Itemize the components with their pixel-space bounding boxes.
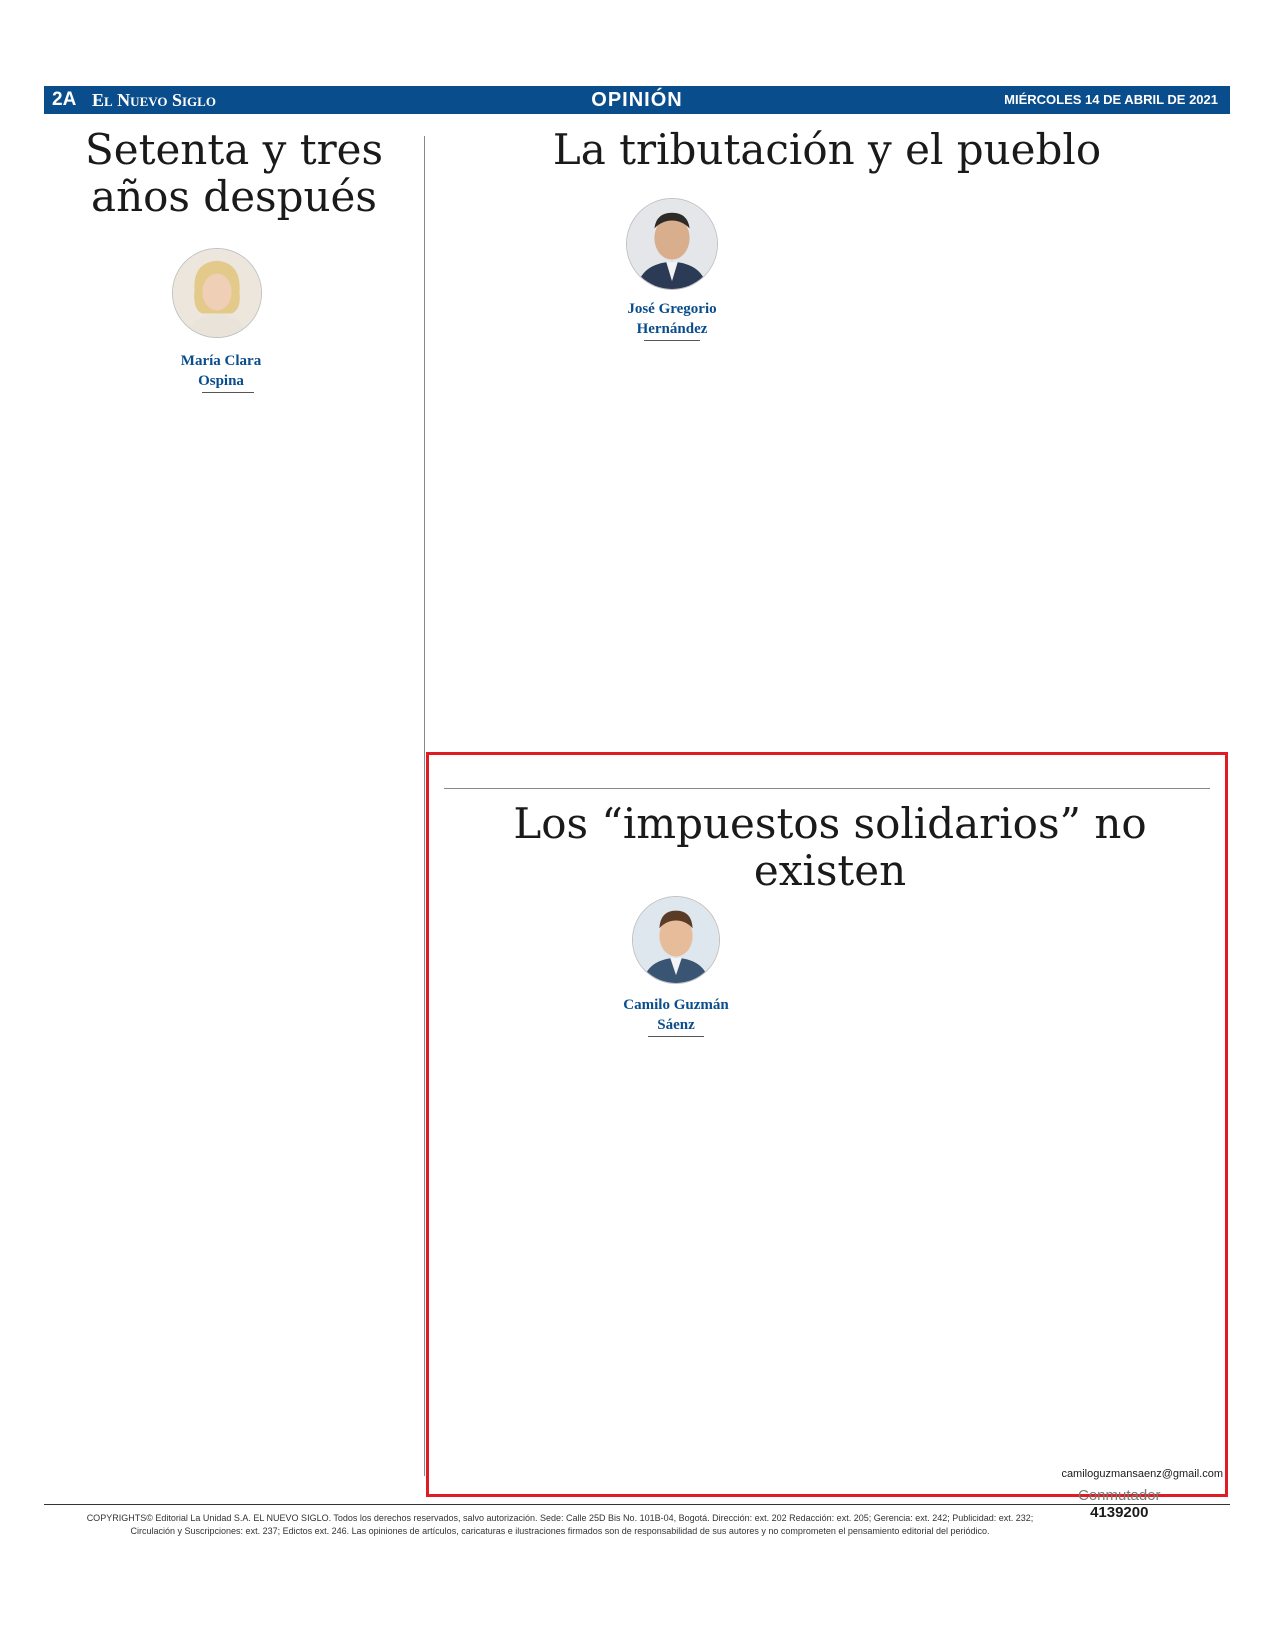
switchboard-number: 4139200 <box>1090 1503 1149 1521</box>
portrait-photo-icon <box>627 199 717 289</box>
switchboard-box <box>1078 1488 1161 1521</box>
author-underline <box>202 392 254 393</box>
footer-divider <box>44 1504 1230 1505</box>
page-number: 2A <box>52 89 77 110</box>
article-headline: Setenta y tres años después <box>84 125 384 222</box>
page-header-bar <box>44 86 1230 114</box>
article-headline: La tributación y el pueblo <box>552 125 1102 174</box>
copyright-line: COPYRIGHTS© Editorial La Unidad S.A. EL NUEVO SIGLO. Todos los derechos reservados, salvo autorización. Sede: Calle 25D Bis No. 101B-04, Bogotá. Dirección: ext. 202 Redacción: ext. 205; Gerencia: ext. 242; Publicidad: ext. 232; <box>86 1513 1034 1523</box>
author-name: Camilo Guzmán Sáenz <box>623 997 729 1033</box>
author-photo-guzman <box>632 896 720 984</box>
issue-date: MIÉRCOLES 14 DE ABRIL DE 2021 <box>1004 92 1218 107</box>
author-name: José Gregorio Hernández <box>627 301 717 337</box>
author-underline <box>648 1036 704 1037</box>
author-underline <box>644 340 700 341</box>
author-email[interactable]: camiloguzmansaenz@gmail.com <box>1061 1468 1223 1480</box>
author-name: María Clara Ospina <box>180 353 262 389</box>
article-headline: Los “impuestos solidarios” no existen <box>513 799 1147 896</box>
section-title: OPINIÓN <box>591 89 683 111</box>
portrait-photo-icon <box>633 897 719 983</box>
masthead: El Nuevo Siglo <box>92 90 216 110</box>
author-photo-hernandez <box>626 198 718 290</box>
switchboard-label: Conmutador <box>1078 1487 1161 1504</box>
portrait-photo-icon <box>173 249 261 337</box>
copyright-line: Circulación y Suscripciones: ext. 237; Edictos ext. 246. Las opiniones de artículos, caricaturas e ilustraciones firmados son de responsabilidad de sus autores y no comprometen el pensamiento editorial del periódico. <box>130 1526 990 1536</box>
column-divider <box>424 136 425 1476</box>
author-photo-ospina <box>172 248 262 338</box>
copyright-notice <box>60 1512 1060 1538</box>
